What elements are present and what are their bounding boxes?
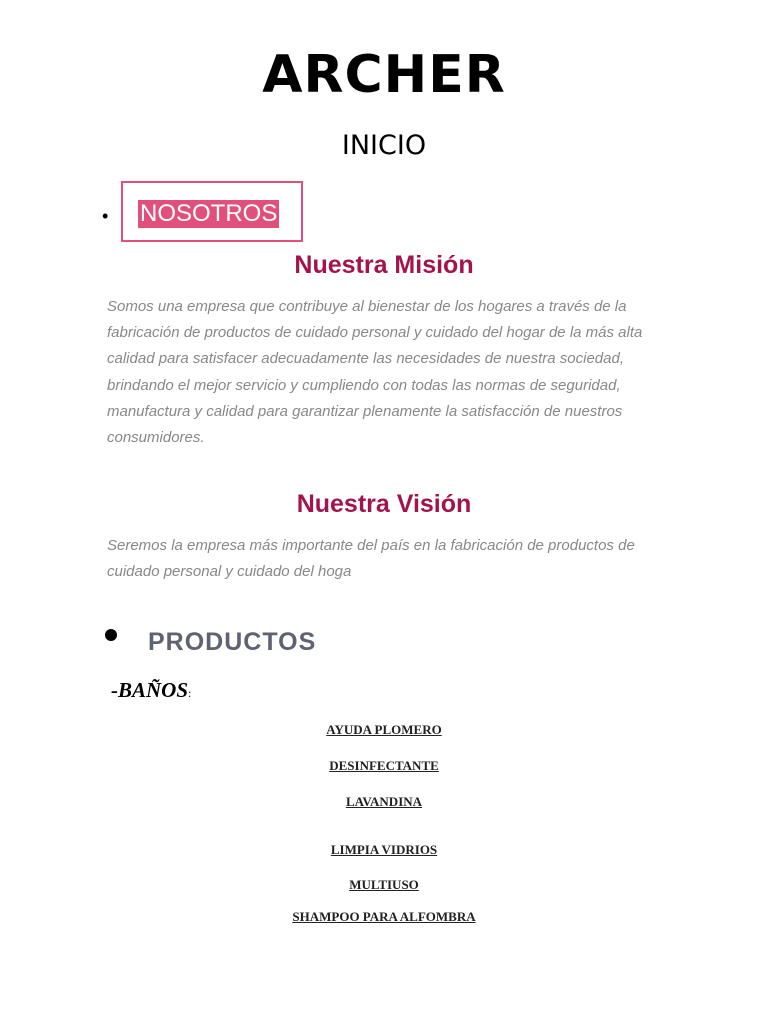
banos-category-heading <box>111 676 191 707</box>
product-link-lavandina[interactable]: LAVANDINA <box>345 794 423 809</box>
mision-paragraph: Somos una empresa que contribuye al bienestar de los hogares a través de la fabricación de productos de cuidado personal y cuidado del hogar de la más alta calidad para satisfacer adecuadamente las necesidades de nuestra sociedad, brindando el mejor servicio y cumpliendo con todas las normas de seguridad, manufactura y calidad para garantizar plenamente la satisfacción de nuestros consumidores. <box>107 298 643 447</box>
product-link-limpia-vidrios[interactable]: LIMPIA VIDRIOS <box>330 842 438 857</box>
product-link-multiuso[interactable]: MULTIUSO <box>349 877 419 892</box>
banos-category-label: -BAÑOS <box>111 678 189 702</box>
productos-bullet <box>105 629 117 641</box>
vision-heading: Nuestra Visión <box>296 490 472 518</box>
brand-title: ARCHER <box>262 45 506 105</box>
product-link-ayuda-plomero[interactable]: AYUDA PLOMERO <box>326 722 442 737</box>
vision-paragraph: Seremos la empresa más importante del país en la fabricación de productos de cuidado personal y cuidado del hoga <box>107 537 635 581</box>
productos-heading: PRODUCTOS <box>148 628 317 656</box>
nav-nosotros-button[interactable] <box>121 181 303 242</box>
mision-heading: Nuestra Misión <box>294 251 474 279</box>
product-link-shampoo-para-alfombra[interactable]: SHAMPOO PARA ALFOMBRA <box>292 909 476 924</box>
nav-inicio-link[interactable]: INICIO <box>341 130 427 161</box>
product-link-desinfectante[interactable]: DESINFECTANTE <box>329 758 439 773</box>
banos-category-colon: : <box>188 686 192 700</box>
nav-nosotros-label: NOSOTROS <box>140 200 278 227</box>
nosotros-bullet: • <box>102 206 109 226</box>
